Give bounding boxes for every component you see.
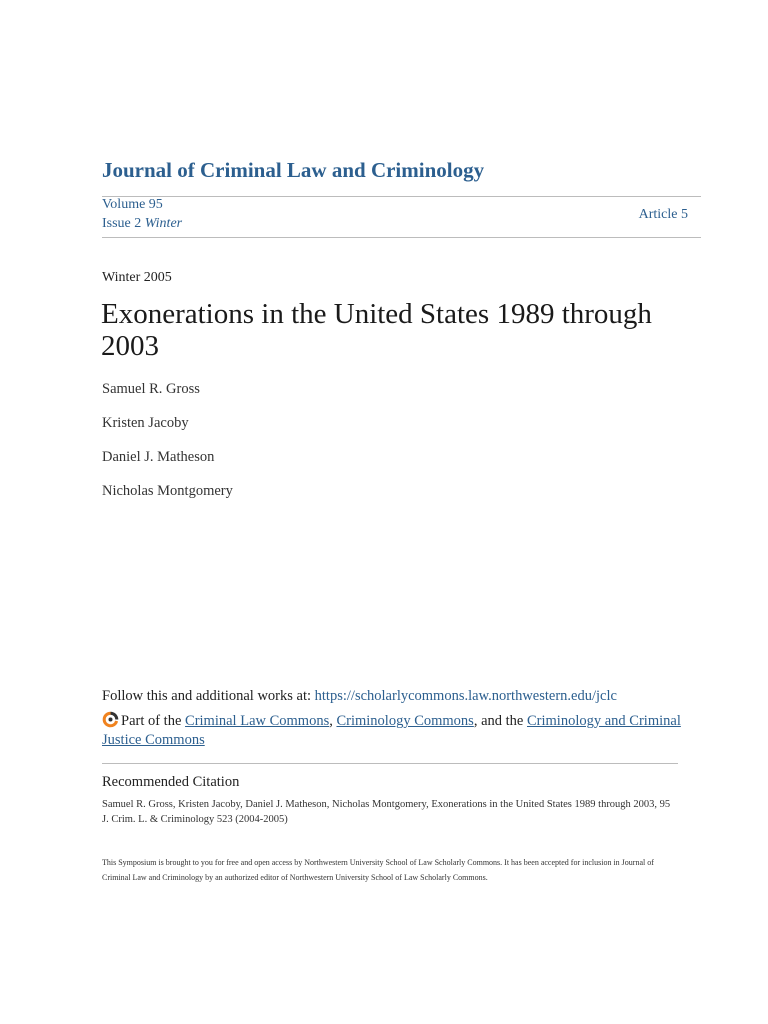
repository-url-link[interactable]: https://scholarlycommons.law.northwestern.edu/jclc [314, 688, 617, 704]
separator: , [329, 713, 333, 729]
follow-label: Follow this and additional works at: [102, 688, 312, 704]
follow-works-line [102, 688, 617, 705]
issue-season: Winter [144, 216, 183, 231]
part-of-prefix: Part of the [121, 713, 182, 729]
publication-date: Winter 2005 [102, 270, 172, 285]
criminal-law-commons-link[interactable]: Criminal Law Commons [185, 713, 330, 729]
journal-title-link[interactable]: Journal of Criminal Law and Criminology [102, 158, 485, 182]
header-bottom-divider [102, 237, 701, 238]
recommended-citation-text: Samuel R. Gross, Kristen Jacoby, Daniel J. Matheson, Nicholas Montgomery, Exonerations in the United States 1989 through 2003, 95 J. Crim. L. & Criminology 523 (2004-2005) [102, 799, 671, 825]
author-name: Nicholas Montgomery [102, 483, 233, 499]
part-of-commons [102, 711, 682, 750]
issue-link[interactable] [102, 216, 182, 232]
article-title: Exonerations in the United States 1989 through 2003 [101, 298, 652, 362]
recommended-citation-heading: Recommended Citation [102, 774, 240, 790]
issue-number: Issue 2 [102, 216, 142, 231]
criminology-criminal-justice-commons-link[interactable]: Criminology and Criminal Justice Commons [102, 713, 681, 748]
access-footnote: This Symposium is brought to you for free and open access by Northwestern University School of Law Scholarly Commons. It has been accepted for inclusion in Journal of Criminal Law and Criminology by an authorized editor of Northwestern University School of Law Scholarly Commons. [102, 858, 654, 882]
header-top-divider [102, 196, 701, 197]
author-name: Samuel R. Gross [102, 381, 200, 397]
article-number-link[interactable]: Article 5 [638, 207, 688, 222]
open-access-icon [102, 711, 119, 728]
separator: , and the [473, 713, 524, 729]
volume-link[interactable]: Volume 95 [102, 197, 163, 212]
citation-divider [102, 763, 678, 764]
criminology-commons-link[interactable]: Criminology Commons [336, 713, 474, 729]
author-name: Kristen Jacoby [102, 415, 189, 431]
author-name: Daniel J. Matheson [102, 449, 215, 465]
